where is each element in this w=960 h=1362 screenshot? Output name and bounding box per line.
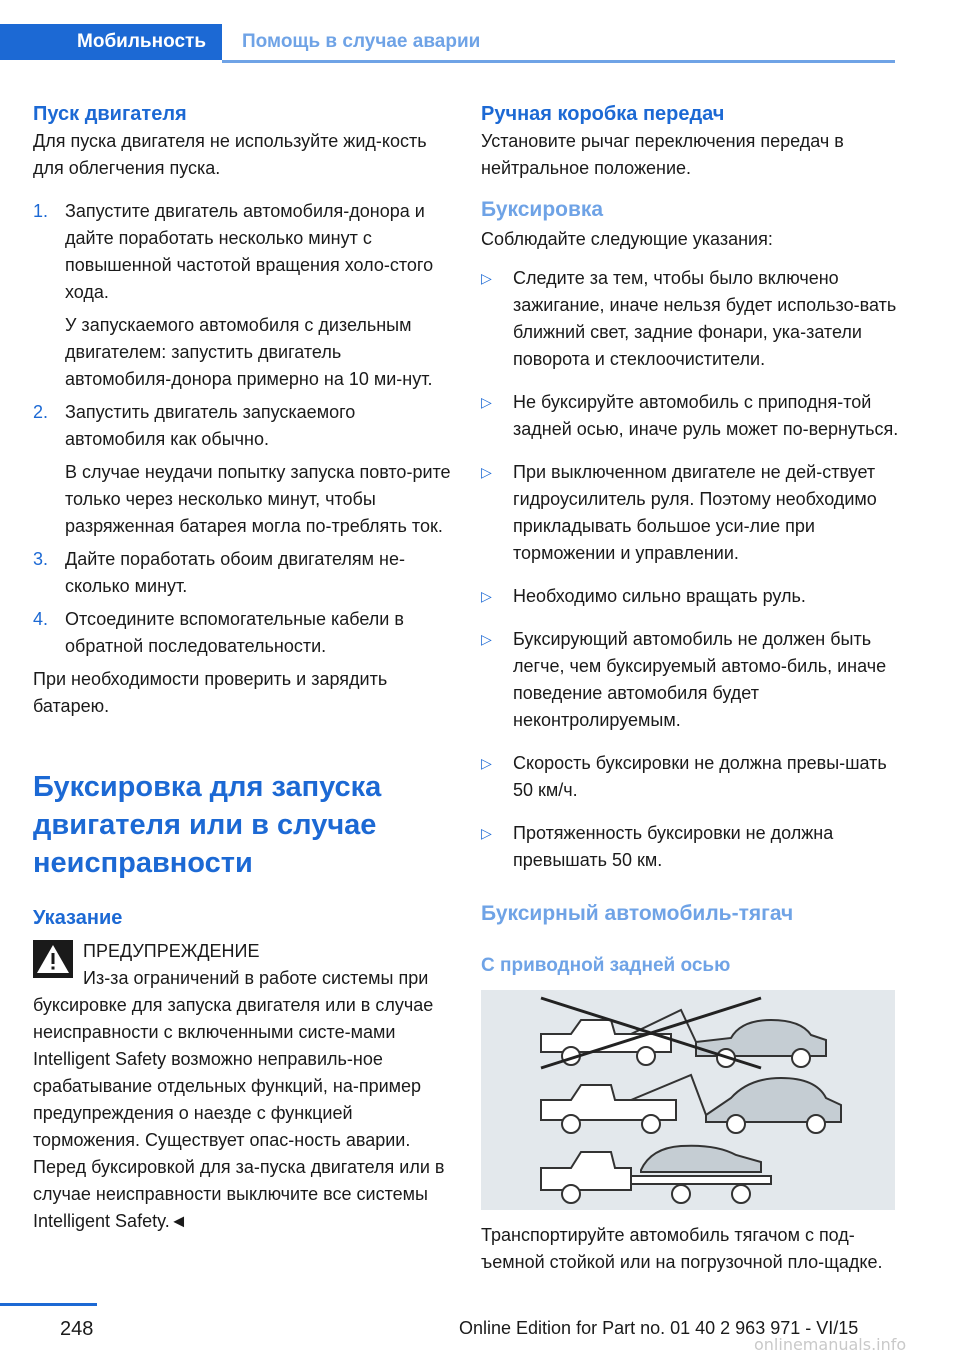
tow-trucks-figure xyxy=(481,990,895,1210)
triangle-bullet-icon: ▷ xyxy=(481,464,492,480)
manual-heading: Ручная коробка передач xyxy=(481,103,725,125)
warning-title: ПРЕДУПРЕЖДЕНИЕ xyxy=(83,941,260,961)
towing-list xyxy=(481,265,899,874)
triangle-bullet-icon: ▷ xyxy=(481,588,492,604)
step-number: 4. xyxy=(33,609,49,629)
towing-item-text: Скорость буксировки не должна превы-шать 50 км/ч. xyxy=(513,753,887,800)
start-steps xyxy=(33,198,451,660)
transport-text: Транспортируйте автомобиль тягачом с под-ъемной стойкой или на погрузочной пло-щадке. xyxy=(481,1225,883,1272)
step-item xyxy=(33,399,451,540)
towing-item xyxy=(481,389,899,443)
manual-text: Установите рычаг переключения передач в нейтральное положение. xyxy=(481,131,844,178)
towing-methods-illustration xyxy=(481,990,895,1210)
tow-truck-lift-icon xyxy=(541,1010,826,1067)
step-item xyxy=(33,546,451,600)
page-number: 248 xyxy=(60,1318,94,1340)
step-number: 1. xyxy=(33,201,49,221)
left-column xyxy=(33,100,451,1235)
step-item xyxy=(33,606,451,660)
towing-item xyxy=(481,459,899,567)
triangle-bullet-icon: ▷ xyxy=(481,394,492,410)
towing-item-text: Буксирующий автомобиль не должен быть легче, чем буксируемый автомо-биль, иначе поведение автомобиля будет неконтролируемым. xyxy=(513,629,887,730)
step-text: Запустите двигатель автомобиля-донора и дайте поработать несколько минут с повышенной частотой вращения холо-стого хода. xyxy=(65,201,434,302)
triangle-bullet-icon: ▷ xyxy=(481,825,492,841)
step-number: 3. xyxy=(33,549,49,569)
warning-triangle-icon xyxy=(33,940,73,978)
right-column xyxy=(481,100,899,1276)
edition-text: Online Edition for Part no. 01 40 2 963 971 - VI/15 xyxy=(459,1318,859,1338)
tow-truck-wheel-lift-icon xyxy=(541,1075,841,1133)
triangle-bullet-icon: ▷ xyxy=(481,270,492,286)
header-divider xyxy=(222,60,895,63)
note-heading: Указание xyxy=(33,907,123,929)
towing-item xyxy=(481,583,899,610)
towing-item xyxy=(481,820,899,874)
tab-mobility[interactable] xyxy=(0,24,222,60)
step-number: 2. xyxy=(33,402,49,422)
towing-heading: Буксировка xyxy=(481,198,604,221)
tow-vehicle-heading: Буксирный автомобиль-тягач xyxy=(481,902,794,925)
warning-text xyxy=(33,965,451,1235)
step-subtext: У запускаемого автомобиля с дизельным двигателем: запустить двигатель автомобиля-донора примерно на 10 ми-нут. xyxy=(65,315,433,389)
section-title: Буксировка для запуска двигателя или в случае неисправности xyxy=(33,771,382,879)
battery-note: При необходимости проверить и зарядить батарею. xyxy=(33,669,388,716)
start-intro: Для пуска двигателя не используйте жид-кость для облегчения пуска. xyxy=(33,131,427,178)
tab-accident-help-label: Помощь в случае аварии xyxy=(242,31,481,52)
triangle-bullet-icon: ▷ xyxy=(481,631,492,647)
start-heading: Пуск двигателя xyxy=(33,103,187,125)
towing-item-text: Протяженность буксировки не должна превышать 50 км. xyxy=(513,823,834,870)
step-item xyxy=(33,198,451,393)
towing-item-text: Следите за тем, чтобы было включено зажигание, иначе нельзя будет использо-вать ближний свет, задние фонари, ука-затели поворота и стеклоочистители. xyxy=(513,268,897,369)
towing-item xyxy=(481,750,899,804)
towing-intro: Соблюдайте следующие указания: xyxy=(481,229,773,249)
header-bar xyxy=(0,24,895,63)
footer-divider xyxy=(0,1303,97,1306)
towing-item-text: Необходимо сильно вращать руль. xyxy=(513,586,806,606)
rwd-heading: С приводной задней осью xyxy=(481,955,731,976)
towing-item xyxy=(481,265,899,373)
step-text: Дайте поработать обоим двигателям не-сколько минут. xyxy=(65,549,405,596)
step-text: Запустить двигатель запускаемого автомобиля как обычно. xyxy=(65,402,356,449)
warning-text-content: Из-за ограничений в работе системы при буксировке для запуска двигателя или в случае неисправности с включенными систе-мами Intelligent Safety возможно неправиль-ное срабатывание отдельных функций, на-пример предупреждения о наезде с функцией торможения. Существует опас-ность аварии. Перед буксировкой для за-пуска двигателя или в случае неисправности выключите все системы Intelligent Safety.◄ xyxy=(33,968,445,1231)
tab-mobility-label: Мобильность xyxy=(77,31,206,52)
towing-item-text: Не буксируйте автомобиль с приподня-той задней осью, иначе руль может по-вернуться. xyxy=(513,392,899,439)
flatbed-truck-icon xyxy=(541,1146,771,1203)
towing-item-text: При выключенном двигателе не дей-ствует гидроусилитель руля. Поэтому необходимо прикладывать большое уси-лие при торможении и управлении. xyxy=(513,462,877,563)
warning-block xyxy=(33,938,451,1235)
towing-item xyxy=(481,626,899,734)
watermark: onlinemanuals.info xyxy=(754,1335,907,1354)
tab-accident-help[interactable] xyxy=(222,24,480,60)
step-subtext: В случае неудачи попытку запуска повто-рите только через несколько минут, чтобы разряженная батарея могла по-треблять ток. xyxy=(65,462,451,536)
step-text: Отсоедините вспомогательные кабели в обратной последовательности. xyxy=(65,609,404,656)
triangle-bullet-icon: ▷ xyxy=(481,755,492,771)
